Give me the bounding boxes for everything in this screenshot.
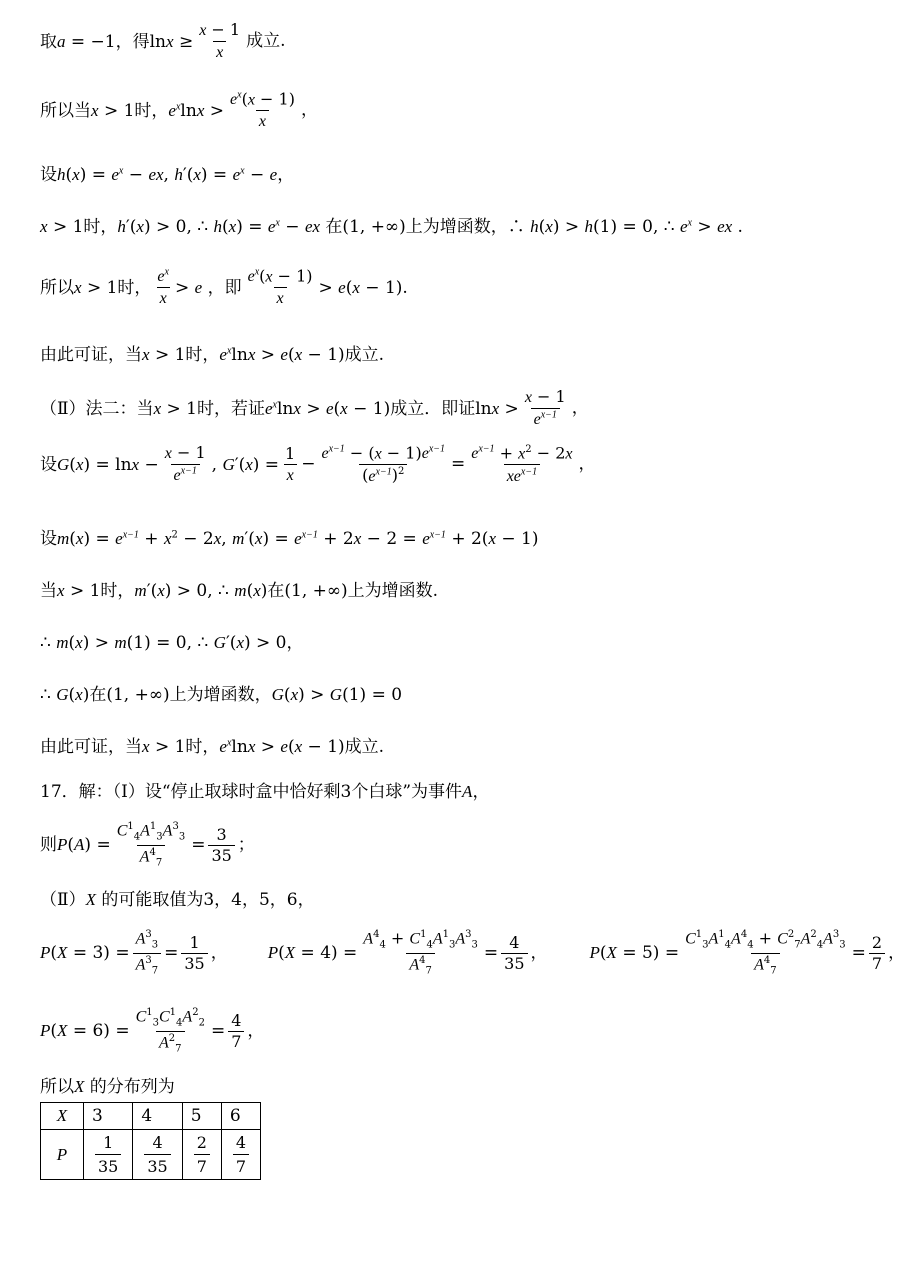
fraction: $\frac{A^3_3}{A^3_7}$ <box>133 930 162 976</box>
table-cell: 6 <box>221 1103 260 1130</box>
math-line: 由此可证，当x > 1时，$e^x\ln x > e(x - 1)$成立. <box>40 737 385 757</box>
math-line: 设G(x) = lnx − $\frac{x - 1}{e^{x-1}}$ , G′(x) = $\frac{1}{x}$ − $\frac{e^{x-1} - (x - 1)e^{x-1}}{(e^{x-1})^2}$ = $\frac{e^{x-1} + x^2 - 2x}{xe^{x-1}}$ ， <box>40 443 596 485</box>
math-line: 设$m(x) = e^{x-1} + x^2 - 2x$, $m'(x) = e^{x-1} + 2x - 2 = e^{x-1} + 2(x - 1)$ <box>40 529 539 549</box>
math-line: 所以x > 1时， $\frac{e^x}{x}$ > e ，即 $\frac{e^x(x - 1)}{x}$ > e(x − 1). <box>40 266 408 308</box>
fraction: $\frac{C^1_4A^1_3A^3_3}{A^4_7}$ <box>116 821 186 869</box>
table-row-p <box>41 1130 261 1180</box>
math-line: （Ⅱ）法二：当x > 1时，若证$e^x\ln x > e(x - 1)$成立．即证lnx > $\frac{x - 1}{e^{x-1}}$ ， <box>40 387 589 429</box>
math-line: 当x > 1时，m′(x) > 0, ∴ m(x)在(1, +∞)上为增函数. <box>40 581 439 601</box>
fraction: $\frac{e^{x-1} + x^2 - 2x}{xe^{x-1}}$ <box>471 443 573 485</box>
fraction: $\frac{e^x(x - 1)}{x}$ <box>230 89 295 131</box>
fraction: $\frac{3}{35}$ <box>208 827 234 864</box>
fraction: $\frac{x - 1}{e^{x-1}}$ <box>164 443 206 485</box>
distribution-table <box>40 1102 261 1180</box>
table-header-p: P <box>41 1130 84 1180</box>
fraction: $\frac{e^x}{x}$ <box>157 267 169 308</box>
math-line: 所以当x > 1时，$e^x\ln x$ > $\frac{e^x(x - 1)}{x}$ ， <box>40 89 318 131</box>
fraction: $\frac{2}{7}$ <box>869 935 885 972</box>
math-line: 由此可证，当x > 1时，$e^x\ln x > e(x - 1)$成立. <box>40 345 385 365</box>
table-cell: 3 <box>84 1103 133 1130</box>
table-cell: 5 <box>182 1103 221 1130</box>
fraction: $\frac{2}{7}$ <box>194 1133 210 1176</box>
math-line: x > 1时，h′(x) > 0, ∴ $h(x) = e^x$ − ex 在(1, +∞)上为增函数，∴ h(x) > h(1) = 0, ∴ $e^x$ > ex . <box>40 217 743 237</box>
math-line: 所以X 的分布列为 <box>40 1077 175 1097</box>
fraction: $\frac{4}{35}$ <box>144 1133 170 1176</box>
fraction: $\frac{x - 1}{x}$ <box>199 20 241 61</box>
fraction: $\frac{e^{x-1} - (x - 1)e^{x-1}}{(e^{x-1})^2}$ <box>321 443 446 485</box>
problem-17-heading: 17．解：（Ⅰ）设“停止取球时盒中恰好剩3个白球”为事件A， <box>40 782 490 802</box>
fraction: $\frac{4}{7}$ <box>233 1133 249 1176</box>
table-cell: 4 <box>133 1103 182 1130</box>
table-header-x: X <box>41 1103 84 1130</box>
math-line: （Ⅱ）X 的可能取值为3，4，5，6， <box>40 890 315 910</box>
fraction: $\frac{e^x(x - 1)}{x}$ <box>247 266 313 308</box>
math-line: ∴ G(x)在(1, +∞)上为增函数，G(x) > G(1) = 0 <box>40 685 403 705</box>
fraction: $\frac{C^1_3C^1_4A^2_2}{A^2_7}$ <box>135 1007 205 1055</box>
table-cell <box>221 1130 260 1180</box>
table-cell <box>182 1130 221 1180</box>
math-line: 设$h(x) = e^x$ − ex, $h'(x) = e^x - e$， <box>40 165 295 185</box>
fraction: $\frac{1}{35}$ <box>95 1133 121 1176</box>
fraction: $\frac{4}{7}$ <box>228 1013 244 1050</box>
table-cell <box>133 1130 182 1180</box>
math-line: 取a = −1，得lnx ≥ $\frac{x - 1}{x}$ 成立. <box>40 20 286 61</box>
fraction: $\frac{C^1_3A^1_4A^4_4 + C^2_7A^2_4A^3_3}{A^4_7}$ <box>685 928 846 977</box>
math-line: 则P(A) = $\frac{C^1_4A^1_3A^3_3}{A^4_7}$ = $\frac{3}{35}$ ； <box>40 821 255 869</box>
math-line: ∴ m(x) > m(1) = 0, ∴ G′(x) > 0， <box>40 633 304 653</box>
table-row-x <box>41 1103 261 1130</box>
math-line: P(X = 3) = $\frac{A^3_3}{A^3_7}$ = $\frac{1}{35}$ ， P(X = 4) = $\frac{A^4_4 + C^1_4A^1_3A^3_3}{A^4_7}$ = $\frac{4}{35}$ ， P(X = 5) = $\frac{C^1_3A^1_4A^4_4 + C^2_7A^2_4A^3_3}{A^4_7}$ = $\frac{2}{7}$ ， <box>40 928 905 977</box>
math-line: P(X = 6) = $\frac{C^1_3C^1_4A^2_2}{A^2_7}$ = $\frac{4}{7}$ ， <box>40 1007 265 1055</box>
fraction: $\frac{x - 1}{e^{x-1}}$ <box>524 387 566 429</box>
fraction: $\frac{4}{35}$ <box>501 935 527 972</box>
table-cell <box>84 1130 133 1180</box>
fraction: $\frac{1}{x}$ <box>285 443 296 484</box>
fraction: $\frac{1}{35}$ <box>181 935 207 972</box>
fraction: $\frac{A^4_4 + C^1_4A^1_3A^3_3}{A^4_7}$ <box>363 928 478 977</box>
